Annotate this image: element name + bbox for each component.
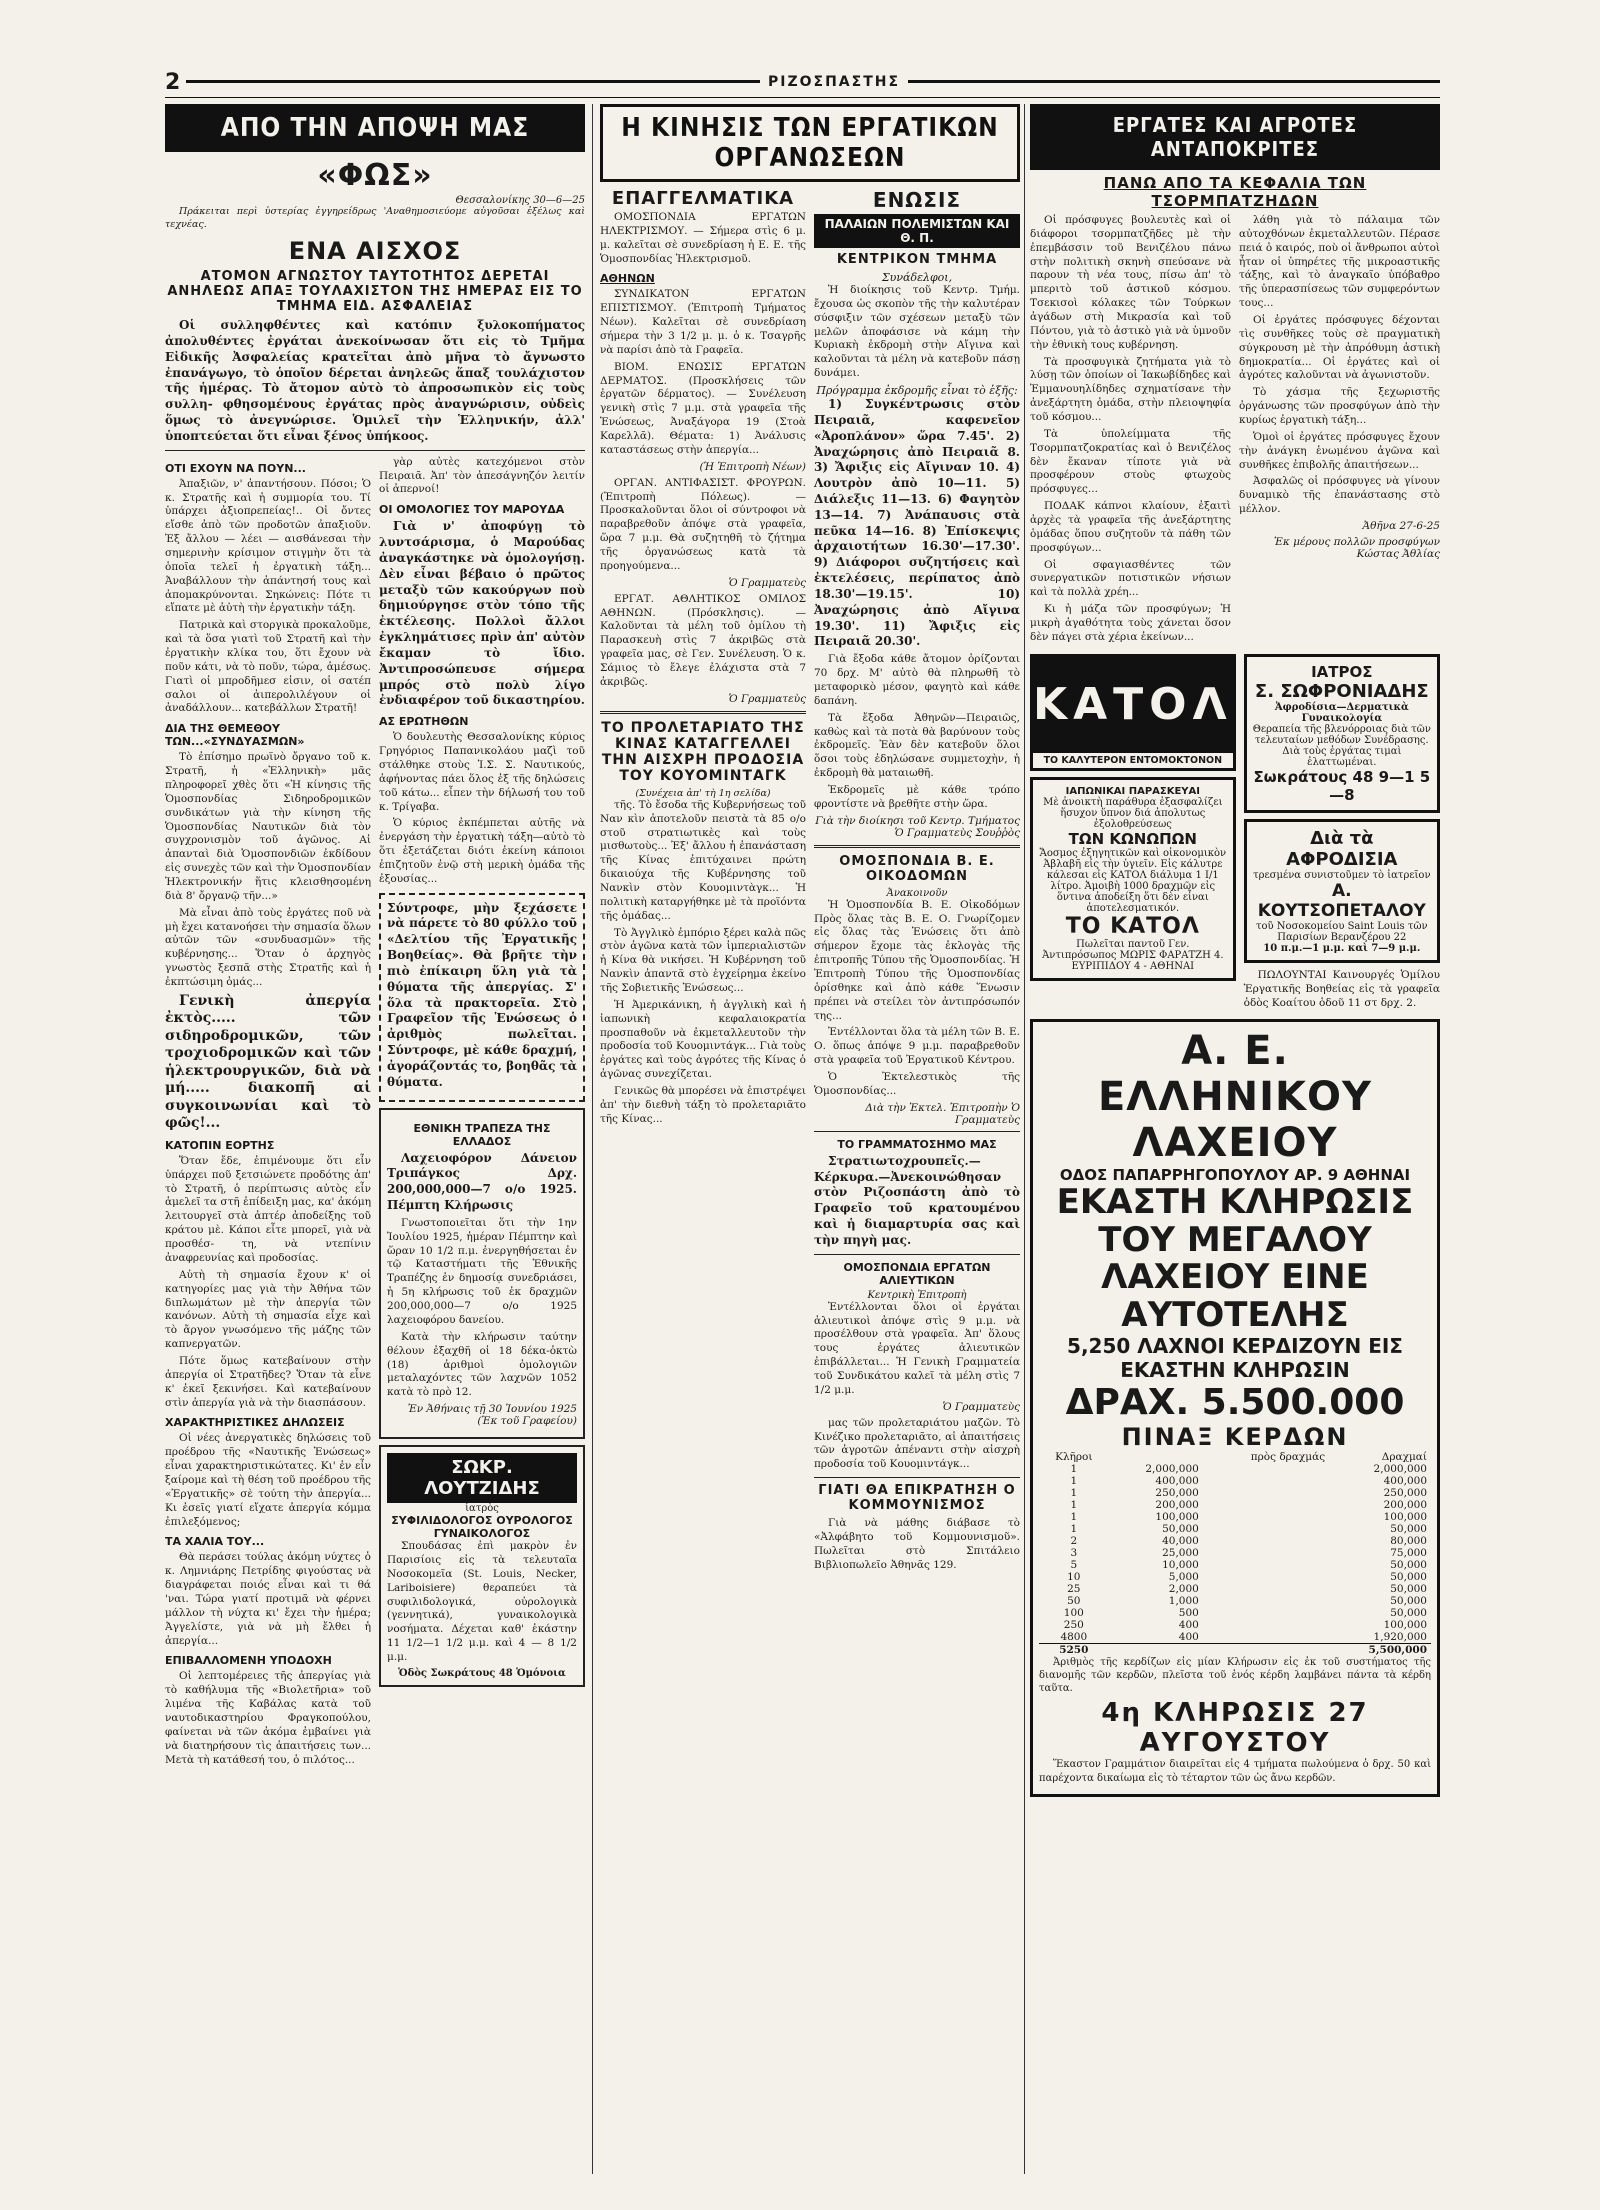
paragraph: Γνωστοποιεῖται ὅτι τὴν 1ην Ἰουλίου 1925, ἡμέραν Πέμπτην καὶ ὥραν 10 1/2 π.μ. ἐνεργηθήσεται ἐν τῷ Καταστήματι τῆς Ἐθνικῆς Τραπέζης ἐν δημοσίᾳ συνεδριάσει, ἡ 5η κλήρωσις τοῦ ἐκ δραχμῶν 200,000,000—7 ο/ο 1925 λαχειοφόρου δανείου. [387, 1216, 577, 1326]
dateline: Θεσσαλονίκης 30—6—25 [455, 195, 585, 206]
prize-cell: 5 [1070, 1558, 1078, 1571]
doctor-name: Α. ΚΟΥΤΣΟΠΕΤΑΛΟΥ [1257, 880, 1426, 921]
ad-text: Θεραπεία τῆς βλενόρροιας διὰ τῶν τελευταίων μεθόδων Συνέδρασης. Διὰ τοὺς ἐργάτας τιμαὶ ἐλαττωμέναι. [1252, 723, 1431, 768]
paragraph: Ὅταν ἔδε, ἐπιμένουμε ὅτι εἶν ὑπάρχει ποῦ ξετσιώνετε προδότης ἀπ' τὸ Στρατῆ, ὁ περίπτωσις αὐτὸς εἶν ἁμελεῖ τα στῆ ἐπίδειξη μας, κα' ἀκόμη λειτουργεῖ στὰ ἀπτέρ ἀποδείξης τοῦ κράτου μὲ. Κάποι εἶτε μπορεῖ, γιὰ νὰ προσθέσ- τη, νὰ ντεπίνιν ἀναφρευνίας καὶ προδοσίας. [165, 1154, 371, 1264]
bold-paragraph: Γιὰ ν' ἀποφύγῃ τὸ λυντσάρισμα, ὁ Μαρούδας ἀναγκάστηκε νὰ ὁμολογήσῃ. Δὲν εἶναι βέβαιο ὁ πρῶτος μεταξὺ τῶν κακούργων ποὺ δημιούργησε στὸν τόπο τῆς ἐκτέλεσης. Πολλοὶ ἄλλοι ἐγκλημάτισες πρὶν ἀπ' αὐτὸν ἔκαμαν τὸ ἴδιο. Ἀντιπροσώπευσε σήμερα μπρός στὸ πολὺ λίγο ἐνδιαφέρον τοῦ δικαστηρίου. [379, 519, 585, 708]
section-title: ΤΑ ΧΑΛΙΑ ΤΟΥ... [165, 1535, 265, 1549]
prize-cell: 3 [1070, 1546, 1078, 1559]
ad-brand: ΤΟ ΚΑΤΟΛ [1065, 913, 1200, 939]
paragraph: ΟΜΟΣΠΟΝΔΙΑ ΕΡΓΑΤΩΝ ΗΛΕΚΤΡΙΣΜΟΥ. — Σήμερα στὶς 6 μ. μ. καλεῖται σὲ συνεδρίαση ἡ Ε. Ε. τῆς Ὁμοσπονδίας Ἠλεκτρισμοῦ. [600, 211, 806, 265]
subcolumn-right [1239, 214, 1440, 648]
subcolumn-right [814, 182, 1020, 1576]
katol-ad-column [1030, 648, 1236, 1014]
ads-row [1030, 648, 1440, 1014]
page-number: 2 [165, 70, 186, 95]
prize-row [1039, 1475, 1431, 1487]
signature: (Ἡ Ἐπιτροπὴ Νέων) [699, 460, 806, 473]
spacer-cell [1203, 1511, 1329, 1523]
section-subtitle: Κεντρικὴ Ἐπιτροπὴ [867, 1289, 967, 1301]
paragraph: Γιὰ ἔξοδα κάθε ἄτομον ὁρίζονται 70 δρχ. Μ' αὐτὸ θὰ πληρωθῆ τὸ μεταφορικὸ μέσον, φαγητὸ καὶ κάθε δαπάνη. [814, 653, 1020, 707]
subcolumn-left [165, 456, 371, 1771]
bank-bold: Λαχειοφόρον Δάνειον Τριπάγκος Δρχ. 200,000,000—7 ο/ο 1925. Πέμπτη Κλήρωσις [387, 1150, 577, 1213]
paragraph: Ὁ κύριος ἐκπέμπεται αὐτῆς νὰ ἐνεργάση τὴν ἐργατικὴ τάξη—αὐτὸ τὸ ὅτι ἐξετάζεται διότι ἐκείνη κάποιοι ἐπιζητοῦν ἐνῷ στὴ μερικὴ ὁμάδα τῆς ἐξουσίας... [379, 817, 585, 885]
spacer-cell [1203, 1583, 1329, 1595]
column-correspondents [1030, 104, 1440, 2174]
section-title: ΧΑΡΑΚΤΗΡΙΣΤΙΚΕΣ ΔΗΛΩΣΕΙΣ [165, 1416, 345, 1430]
paragraph: Κι ἡ μάζα τῶν προσφύγων; Ἡ μικρὴ ἀγαθότητα τοὺς χάνεται ὅσον δὲν πάγει στὰ χέρια ἐκείνων... [1030, 603, 1231, 643]
doctor-hours: 10 π.μ.—1 μ.μ. καὶ 7—9 μ.μ. [1263, 942, 1421, 954]
ad-text: Ἄοσμος ἐξηγητικῶν καὶ οἰκονομικὸν Ἀβλαβῆ εἰς τὴν ὑγιεῖν. Εἰς κάλυτρε κάλεσαι εἰς ΚΑΤΟΛ διάλυμα 1 Ι/1 λίτρο. Ἀμοιβὴ 1000 δραχμῶν εἰς ὅντινα ἀποδείξη ὅτι δὲν εἶναι ἀποτελεσματικόν. [1039, 847, 1227, 914]
total-count: 5250 [1059, 1643, 1089, 1656]
prize-cell: 25 [1067, 1582, 1081, 1595]
section-title: ΚΑΤΟΠΙΝ ΕΟΡΤΗΣ [165, 1138, 275, 1152]
section-subtitle: ΚΕΝΤΡΙΚΟΝ ΤΜΗΜΑ [836, 252, 998, 267]
section-title: ΟΜΟΣΠΟΝΔΙΑ Β. Ε. ΟΙΚΟΔΟΜΩΝ [839, 853, 995, 884]
prize-table-header [1039, 1451, 1431, 1463]
paragraph: Πατρικὰ καὶ στοργικὰ προκαλοῦμε, καὶ τὰ ὅσα γιατὶ τοῦ Στρατῆ καὶ τὴν ἐργατικὴν κλίκα του, ὅτι ἔχουν νὰ ποῦν κάτι, νὰ τὸ ποῦν, τώρα, ἀμέσως. Γιατὶ οἱ μπροδῆμεσ εἰσιν, οἱ σατέπ σαλοι οἱ ἀιπερολιλέγουν οἱ ἀναδάλλουν... κατεβάλλων Στρατῆ! [165, 619, 371, 715]
paragraph: Ὁμοὶ οἱ ἐργάτες πρόσφυγες ἔχουν τὴν ἀνάγκη ἑνωμένου ἀγῶνα καὶ συνθῆκες ἐπιβολῆς ἀπαιτήσεων... [1239, 430, 1440, 471]
spacer-cell [1203, 1463, 1329, 1475]
column-opinion [165, 104, 585, 2174]
paragraph: ΠΟΔΑΚ κάπνοι κλαίουν, ἐξαιτὶ ἀρχὲς τὰ γραφεῖα τῆς ἀνεξάρτητης ὁμάδας ὅπου συζητοῦν τὰ πάθη τῶν προσφύγων... [1030, 500, 1231, 554]
section-title: ΑΘΗΝΩΝ [600, 272, 655, 286]
section-title: ΟΤΙ ΕΧΟΥΝ ΝΑ ΠΟΥΝ... [165, 461, 306, 475]
prize-cell: 50,000 [1390, 1522, 1427, 1535]
prize-cell: 5,000 [1168, 1570, 1199, 1583]
spacer-cell [1203, 1619, 1329, 1631]
lottery-title: Α. Ε. ΕΛΛΗΝΙΚΟΥ ΛΑΧΕΙΟΥ [1097, 1028, 1373, 1167]
subheadline: ΑΤΟΜΟΝ ΑΓΝΩΣΤΟΥ ΤΑΥΤΟΤΗΤΟΣ ΔΕΡΕΤΑΙ ΑΝΗΛΕΩΣ ΑΠΑΞ ΤΟΥΛΑΧΙΣΤΟΝ ΤΗΣ ΗΜΕΡΑΣ ΕΙΣ ΤΟ ΤΜΗΜΑ ΕΙΔ. ΑΣΦΑΛΕΙΑΣ [167, 269, 583, 315]
paragraph: Τὸ ἐπίσημο πρωϊνὸ ὄργανο τοῦ κ. Στρατῆ, ἡ «Ἑλληνικὴ» μᾶς πληροφορεῖ χθὲς ὅτι «Ἡ κίνησις τῆς Ὁμοσπονδίας Σιδηροδρομικῶν συνδικάτων γιὰ τὴν κίνηση τῆς Ὁμοσπονδίας Ναυτικῶν διὰ τὸν συγχρονισμὸν τοῦ ἀγῶνος. Αἱ ἀπανταὶ διὰ Ὁμοσπονδιῶν ἐκδίδουν εἰς συνεχὲς τῶν καὶ τὴν Ὁμοσπονδίαν Ἠλεκτρονικήν ἥτις κλεισθησομένη διὰ 8' ὄργανῷ τῆν...» [165, 751, 371, 902]
katol-logo: ΚΑΤΟΛ [1033, 657, 1233, 753]
lottery-footer: Ἕκαστον Γραμμάτιον διαιρεῖται εἰς 4 τμήματα πωλούμενα ὁ δρχ. 50 καὶ παρέχοντα δικαίωμα εἰς τὸ τέταρτον τῶν ὡς ἄνω κερδῶν. [1039, 1759, 1431, 1784]
paragraph: Ἀπαξιῶν, ν' ἀπαντήσουν. Πόσοι; Ὁ κ. Στρατῆς καὶ ἡ συμμορία του. Τί ὑπάρχει ἀξιοπρεπείας!.. Οἱ ὄντες εἴσθε ἀπὸ τῶν προδοτῶν ἀπαξιοῦν. Ἐξ ἄλλου — λέει — αισθάνεσαι τὴν σημερινὴν κρίσιμον στιγμὴν ὅτι τὰ ὁποῖα τελεῖ ἡ ἐργατικὴ τάξη... Ἀναβάλλουν τὴν ἀπάντησή τους καὶ ἀπομακρύνονται. Σηκώνεις: Πότε τι εἴπατε μὲ ἀὐτὴ τὴν ἐργατικὴν τάξη. [165, 477, 371, 615]
ad-agent: Πωλεῖται παντοῦ Γεν. Ἀντιπρόσωπος ΜΩΡΙΣ ΦΑΡΑΤΖΗ 4. ΕΥΡΙΠΙΔΟΥ 4 - ΑΘΗΝΑΙ [1042, 938, 1224, 972]
continued-note: (Συνέχεια ἀπ' τὴ 1η σελίδα) [635, 787, 771, 799]
prize-cell: 25,000 [1162, 1546, 1199, 1559]
two-column-block [1030, 214, 1440, 648]
prize-row [1039, 1595, 1431, 1607]
prize-row [1039, 1559, 1431, 1571]
section-banner: Η ΚΙΝΗΣΙΣ ΤΩΝ ΕΡΓΑΤΙΚΩΝ ΟΡΓΑΝΩΣΕΩΝ [600, 104, 1020, 182]
bank-notice [379, 1108, 585, 1439]
paragraph: Ὁ δουλευτὴς Θεσσαλονίκης κύριος Γρηγόριος Παπανικολάου μαζὶ τοῦ στάλθηκε στοὺς Ἰ.Σ. Σ. Ναυτικούς, ἀφήνοντας πάει ὅλος ἐξ τῆς δηλώσεις τοῦ κάτω... εἶπεν τὴν δήλωσή του τοῦ κ. Τρίγαβα. [379, 731, 585, 813]
prize-cell: 1 [1070, 1474, 1078, 1487]
prize-cell: 1 [1070, 1510, 1078, 1523]
paragraph: Οἱ πρόσφυγες βουλευτὲς καὶ οἱ διάφοροι τσορμπατζῆδες μὲ τὴν ἐπεμβάσσιν τοῦ Βενιζέλου πάνω στὴν πολιτικὴ σκηνὴ σπεύσανε νὰ παρουν τὴ νέα τους, πίσω ἀπ' τὸ μπεριτὸ τοῦ ἀστικοῦ κόσμου. Τσεκισοὶ κόλακες τῶν Τούρκων ἀγάδων στὴ Μικρασία καὶ τοῦ Πόντου, γιὰ τὸ ἀστικὸ γιὰ νὰ ὑμνοῦν τὴν ἐθνικὴ τους κυβέρνηση. [1030, 214, 1231, 351]
doctor-ad-2 [1244, 819, 1440, 963]
prize-cell: 500 [1178, 1606, 1199, 1619]
signature: Ἀθῆνα 27-6-25 [1362, 520, 1440, 533]
notice-box [379, 893, 585, 1102]
signature: Ὁ Γραμματεὺς [728, 692, 806, 705]
spacer-cell [1203, 1631, 1329, 1644]
spacer-cell [1203, 1523, 1329, 1535]
doctor-name: Σ. ΣΩΦΡΟΝΙΑΔΗΣ [1254, 680, 1429, 702]
epigraph: Πράκειται περὶ ὑστερίας ἐγγηρείδρως 'Αναθημοσιεύομε αὐγοῦσαι ἐξέλως καὶ τεχνέας. [165, 206, 585, 230]
ad-heading: Διὰ τὰ ΑΦΡΟΔΙΣΙΑ [1286, 827, 1398, 870]
prize-table-body [1039, 1463, 1431, 1644]
prize-cell: 50 [1067, 1594, 1081, 1607]
paragraph: Ἀσφαλῶς οἱ πρόσφυγες νὰ γίνουν δυναμικὸ τῆς ἐπανάστασης στὸ μέλλον. [1239, 475, 1440, 516]
prize-cell: 1 [1070, 1486, 1078, 1499]
lead-paragraph: Οἱ συλληφθέντες καὶ κατόπιν ξυλοκοπήματος ἀπολυθέντες ἐργάται ἀνεκοίνωσαν ὅτι εἰς τὸ Τμῆμα Εἰδικῆς Ἀσφαλείας κρατεῖται ἀπὸ μῆνα τὸ ἄγνωστο ἐπανάγωγο, τὸ ὁποῖον δέρεται ἀνηλεῶς ἅπαξ τουλάχιστον τῆς ἡμέρας. Τὸ ἄτομον αὐτὸ τὸ ἀπροσωπικὸν εἰς τοὺς συλλη- φθησομένους ἐργάτας πρὸς ἀναγνώρισιν, οὐδεὶς ὅμως τὸ ἀνεγνώρισε. Ὁμιλεῖ τὴν Ἑλληνικήν, ἀλλ' ὑποπτεύεται ὅτι εἶναι ξένος ὑπήκοος. [165, 318, 585, 443]
prize-table-title: ΠΙΝΑΞ ΚΕΡΔΩΝ [1121, 1422, 1349, 1451]
paragraph: Θὰ περάσει τούλας ἀκόμη νύχτες ὁ κ. Λημνιάρης Πετρίδης φιγούστας νὰ διαγράφεται ποιός εἶναι καὶ τι θά 'ναι. Τώρα γιατί προτιμᾶ νὰ φέρνει μάλλον τὴ νύχτα κι' ἔχει τὴν ἡμέρα; Ἀγγελίστε, γιὰ νὰ μὴ ἔλθει ἡ ἀπεργία... [165, 1551, 371, 1647]
section-banner: ΑΠΟ ΤΗΝ ΑΠΟΨΗ ΜΑΣ [165, 104, 585, 152]
spacer-cell [1203, 1487, 1329, 1499]
spacer-cell [1203, 1643, 1329, 1656]
lottery-headline: ΕΚΑΣΤΗ ΚΛΗΡΩΣΙΣ ΤΟΥ ΜΕΓΑΛΟΥ ΛΑΧΕΙΟΥ ΕΙΝΕ ΑΥΤΟΤΕΛΗΣ [1056, 1182, 1414, 1335]
doctor-role: ΙΑΤΡΟΣ [1311, 662, 1373, 681]
signature: Ἐκ μέρους πολλῶν προσφύγων Κώστας Ἀθλίας [1273, 536, 1440, 561]
paragraph: μας τῶν προλεταριάτου μαζῶν. Τὸ Κινέζικο προλεταριᾶτο, αἱ ἀπαιτήσεις τῶν ἀγροτῶν ἀπέναντι στὴν αἰσχρὴ προδοσία τοῦ Κουομιντάγκ... [814, 1416, 1020, 1471]
paragraph: Τὰ προσφυγικὰ ζητήματα γιὰ τὸ λύσῃ τῶν ὁποίων οἱ Ἰακωβίδηδες καὶ Ἐμμανουηλίδηδες σχηματίσανε τὴν ἀνεξάρτητη ὁμάδα, στὴν πλειοψηφία τοῦ κόσμου... [1030, 355, 1231, 424]
lottery-amount: ΔΡΑΧ. 5.500.000 [1065, 1381, 1405, 1423]
section-title: ΑΣ ΕΡΩΤΗΘΩΝ [379, 715, 469, 729]
paragraph: Ἡ διοίκησις τοῦ Κεντρ. Τμήμ. ἔχουσα ὡς σκοπὸν τῆς τὴν καλυτέραν σύσφιξιν τῶν σχέσεων μεταξὺ τῶν μελῶν ἀποφάσισε νὰ κάμη τὴν Κυριακὴ ἐκδρομὴ στὴν Αἴγινα καὶ καλοῦνται τὰ μέλη νὰ κατεβοῦν πάσῃ δυνάμει. [814, 284, 1020, 380]
paragraph: Ἐντέλλονται ὅλα τὰ μέλη τῶν Β. Ε. Ο. ὅπως ἀπόψε 9 μ.μ. παραβρεθοῦν στὰ γραφεῖα τοῦ Ἐργατικοῦ Κέντρου. [814, 1026, 1020, 1067]
section-title: ΕΠΙΒΑΛΛΟΜΕΝΗ ΥΠΟΔΟΧΗ [165, 1654, 332, 1668]
prize-row [1039, 1511, 1431, 1523]
prize-cell: 250,000 [1383, 1486, 1427, 1499]
prize-cell: 400,000 [1155, 1474, 1199, 1487]
spacer-cell [1203, 1547, 1329, 1559]
header-cell [1109, 1451, 1203, 1463]
prize-cell: 400 [1178, 1630, 1199, 1643]
paragraph: Μὰ εἶναι ἀπὸ τοὺς ἐργάτες ποῦ νὰ μὴ ἔχει κατανοήσει τὴν σημασία ὅλων αὐτῶν τῶν «συνδυασμῶν» τῆς κυβέρνησης... Ὅταν ὁ ἀρχηγὸς γνωστὸς ξεσπᾶ στὴς Στρατῆς καὶ ἡ ἐκπτώσιμη ὁμάς... [165, 906, 371, 989]
greeting: Συνάδελφοι, [881, 271, 953, 284]
prize-cell: 2,000,000 [1373, 1462, 1427, 1475]
column-labor [600, 104, 1020, 2174]
program-title: Πρόγραμμα ἐκδρομῆς εἶναι τὸ ἑξῆς: [816, 384, 1018, 398]
prize-cell: 40,000 [1162, 1534, 1199, 1547]
prize-cell: 1,000 [1168, 1594, 1199, 1607]
paragraph: Οἱ ἐργάτες πρόσφυγες δέχονται τὶς συνθῆκες τοὺς σὲ πραγματικὴ σύγκρουση μὲ τὴν ἀπρόθυμη ἀστικὴ δημοκρατία... Οἱ ἐργάτες καὶ οἱ ἀγρότες καλοῦνται νὰ ἀγωνιστοῦν. [1239, 314, 1440, 382]
lottery-note: Ἀριθμὸς τῆς κερδίζων εἰς μίαν Κλήρωσιν εἰς ἐκ τοῦ συστήματος τῆς διανομῆς τῶν κερδῶν, πλεῖστα τοῦ ἑνός κέρδη λαμβάνει πάντα τὰ κέρδη ταῦτα. [1039, 1656, 1431, 1695]
divider [814, 1254, 1020, 1255]
spacer-cell [1203, 1475, 1329, 1487]
spacer-cell [1203, 1571, 1329, 1583]
prize-cell: 50,000 [1162, 1522, 1199, 1535]
ad-text: Μὲ ἀνοικτὴ παράθυρα ἐξασφαλίζει ἥσυχον ὕπνον διά ἀπολυτως ἐξολοθρεύσεως [1043, 796, 1223, 830]
lottery-ad [1030, 1019, 1440, 1797]
paragraph: Γιὰ νὰ μάθης διάβασε τὸ «Ἀλφάβητο τοῦ Κομμουνισμοῦ». Πωλεῖται στὸ Σπιτάλειο Βιβλιοπωλεῖο Ἀθηνᾶς 129. [814, 1517, 1020, 1571]
prize-row [1039, 1631, 1431, 1644]
prize-cell: 250 [1063, 1618, 1084, 1631]
column-rule [592, 104, 593, 2174]
paragraph: ΣΥΝΔΙΚΑΤΟΝ ΕΡΓΑΤΩΝ ΕΠΙΣΤΙΣΜΟΥ. (Ἐπιτροπὴ Τμήματος Νέων). Καλεῖται σὲ συνεδρίαση σήμερα τὴν 3 1/2 μ. μ. ὁ κ. Τσαγρῆς νὰ παρίσι ἀπὸ τὰ Γραφεῖα. [600, 288, 806, 356]
lottery-winners: 5,250 ΛΑΧΝΟΙ ΚΕΡΔΙΖΟΥΝ ΕΙΣ ΕΚΑΣΤΗΝ ΚΛΗΡΩΣΙΝ [1067, 1333, 1403, 1382]
article-title: ΠΑΝΩ ΑΠΟ ΤΑ ΚΕΦΑΛΙΑ ΤΩΝ ΤΣΟΡΜΠΑΤΖΗΔΩΝ [1103, 174, 1367, 210]
doctor-address: Ὁδὸς Σωκράτους 48 Ὁμόνοια [398, 1667, 566, 1679]
prize-cell: 50,000 [1390, 1594, 1427, 1607]
spacer-cell [1203, 1607, 1329, 1619]
prize-row [1039, 1523, 1431, 1535]
katol-tagline: ΤΟ ΚΑΛΥΤΕΡΟΝ ΕΝΤΟΜΟΚΤΟΝΟΝ [1043, 754, 1223, 766]
prize-row [1039, 1619, 1431, 1631]
paragraph: Οἱ νέες ἀνεργατικὲς δηλώσεις τοῦ προέδρου τῆς «Ναυτικῆς Ἑνώσεως» εἶναι χαρακτηριστικώτατες. Κι' ἐν εἶν ξαίρομε καὶ τὴ θέση τοῦ προέδρου τῆς «Ἐργατικῆς» σὲ τούτη τὴν ἀπεργία... Κι ἐσεῖς γιατί εἴχατε ἀπεργία κόμμα ἐπιλεξόμενος; [165, 1432, 371, 1528]
paragraph: Ἡ Ὁμοσπονδία Β. Ε. Οἰκοδόμων Πρὸς ὅλας τὰς Β. Ε. Ο. Γνωρίζομεν εἰς ὅλας τὰς Ἑνώσεις ὅτι ἀπὸ σήμερον ἔχομε τὰς ἐκλογὰς τῆς ἐπιτροπῆς Τύπου τῆς Ὁμοσπονδίας. Ἡ Ἐπιτροπὴ Τύπου τῆς Ὁμοσπονδίας ὁρίσθηκε καὶ ἀπὸ κάθε Ἕνωσιν πρέπει νὰ στείλει τὸν ἀντιπρόσωπόν της... [814, 898, 1020, 1022]
column-rule [1024, 104, 1025, 2174]
total-amount: 5,500,000 [1368, 1643, 1427, 1656]
paragraph: Κατὰ τὴν κλήρωσιν ταύτην θέλουν ἐξαχθῆ οἱ 18 δέκα-ὀκτὼ (18) ἀριθμοὶ ὁμολογιῶν μεταλαχόντες τῶν λαχνῶν 1052 κατὰ τὸ πρὸ 12. [387, 1330, 577, 1399]
section-title: ΕΠΑΓΓΕΛΜΑΤΙΚΑ [611, 188, 795, 209]
prize-cell: 100,000 [1383, 1510, 1427, 1523]
headline: ΓΙΑΤΙ ΘΑ ΕΠΙΚΡΑΤΗΣΗ Ο ΚΟΜΜΟΥΝΙΣΜΟΣ [818, 1483, 1016, 1514]
prize-row [1039, 1571, 1431, 1583]
section-title: ΤΟ ΓΡΑΜΜΑΤΟΣΗΜΟ ΜΑΣ [837, 1137, 997, 1151]
divider [814, 845, 1020, 848]
doctor-name: ΣΩΚΡ. ΛΟΥΤΖΙΔΗΣ [387, 1453, 577, 1503]
signature: Ὁ Γραμματεὺς [728, 576, 806, 589]
prize-cell: 50,000 [1390, 1570, 1427, 1583]
spacer-cell [1203, 1535, 1329, 1547]
divider [165, 450, 585, 451]
prize-cell: 100 [1063, 1606, 1084, 1619]
paragraph: ΒΙΟΜ. ΕΝΩΣΙΣ ΕΡΓΑΤΩΝ ΔΕΡΜΑΤΟΣ. (Προσκλήσεις τῶν ἐργατῶν δέρματος). — Συνέλευση γενικὴ στὶς 7 μ.μ. στὰ γραφεῖα τῆς Ἑνώσεως, Ἀναξάγορα 19 (Στοὰ Καρελλᾶ). Θέματα: 1) Ἀνάλυσις καταστάσεως στὴν ἀπεργία... [600, 360, 806, 456]
paragraph: Οἱ λεπτομέρειες τῆς ἀπεργίας γιὰ τὸ καθήλυμα τῆς «Βιολετῆρια» τοῦ λιμένα τῆς Καβάλας κατὰ τοῦ ναυτοδικαστηρίου Φραγκοπούλου, φαίνεται νὰ τῶν ἀκόμα ἐμβαίνει γιὰ νὰ διατηρήσουν τὶς ἀπαιτήσεις των... Μετὰ τὴ κατάθεσή του, ὁ πιλότος... [165, 1670, 371, 1766]
prize-cell: 2,000 [1168, 1582, 1199, 1595]
bold-callout: Γενικὴ ἀπεργία ἐκτὸς..... τῶν σιδηροδρομικῶν, τῶν τροχιοδρομικῶν καὶ τῶν ἡλεκτρουργικῶν, διὰ νὰ μή..... διακοπῆ αἱ συγκοινωνίαι καὶ τὸ φῶς!... [165, 992, 371, 1132]
section-title: ΟΙ ΟΜΟΛΟΓΙΕΣ ΤΟΥ ΜΑΡΟΥΔΑ [379, 503, 565, 517]
katol-ad [1030, 654, 1236, 771]
prize-cell: 1 [1070, 1498, 1078, 1511]
prize-cell: 400 [1178, 1618, 1199, 1631]
ad-text: τοῦ Νοσοκομείου Saint Louis τῶν Παρισίων Βερανζέρου 22 [1256, 920, 1428, 943]
prize-cell: 200,000 [1155, 1498, 1199, 1511]
doctor-role: ἰατρὸς [465, 1503, 499, 1515]
doctor-specialty: Ἀφροδίσια—Δερματικὰ Γυναικολογία [1274, 701, 1409, 724]
bank-title: ΕΘΝΙΚΗ ΤΡΑΠΕΖΑ ΤΗΣ ΕΛΛΑΔΟΣ [413, 1121, 551, 1148]
prize-cell: 75,000 [1390, 1546, 1427, 1559]
signature: Γιὰ τὴν διοίκησι τοῦ Κεντρ. Τμήματος Ὁ Γραμματεὺς Σουῤῥὸς [815, 814, 1020, 839]
prize-cell: 10 [1067, 1570, 1081, 1583]
spacer-cell [1203, 1595, 1329, 1607]
paragraph: Ἡ Ἀμερικάνικη, ἡ ἀγγλικὴ καὶ ἡ ἰαπωνικὴ κεφαλαιοκρατία προσπαθοῦν νὰ ἐκμεταλλευτοῦν τὴν προδοσία τοῦ Κουομιντάγκ... Γιὰ τοὺς ἐργάτες καὶ τοὺς ἀγρότες τῆς Κίνας ὁ ἀγῶνας συνεχίζεται. [600, 998, 806, 1081]
paragraph: Ἐκδρομεῖς μὲ κάθε τρόπο φροντίστε νὰ βρεθῆτε στὴν ὥρα. [814, 784, 1020, 810]
divider [814, 1131, 1020, 1132]
paragraph: Ὁ Ἐκτελεστικὸς τῆς Ὁμοσπονδίας... [814, 1071, 1020, 1097]
section-subtitle: ΠΑΛΑΙΩΝ ΠΟΛΕΜΙΣΤΩΝ ΚΑΙ Θ. Π. [814, 214, 1020, 248]
doctor-ad [379, 1445, 585, 1687]
signature: Ἐν Ἀθήναις τῇ 30 Ἰουνίου 1925 (Ἐκ τοῦ Γραφείου) [407, 1403, 577, 1428]
prize-cell: 4800 [1060, 1630, 1088, 1643]
paragraph: Στρατιωτοχρουπεῖς.—Κέρκυρα.—Ἀνεκοινώθησαν στὸν Ριζοσπάστη ἀπὸ τὸ Γραφεῖο τοῦ κρατουμένου καὶ ἡ διαμαρτυρία σας καὶ τὴν πηγὴ μας. [814, 1153, 1020, 1247]
prize-cell: 50,000 [1390, 1558, 1427, 1571]
paragraph: Σπουδάσας ἐπὶ μακρὸν ἐν Παρισίοις εἰς τὰ τελευταῖα Νοσοκομεῖα (St. Louis, Necker, Lariboisiere) θεραπεύει τὰ συφιλιδολογικά, οὐρολογικὰ (γεννητικά), γυναικολογικὰ νοσήματα. Δέχεται καθ' ἑκάστην 11 1/2—1 1/2 μ.μ. καὶ 4 — 8 1/2 μ.μ. [387, 1540, 577, 1663]
section-subtitle: Ἀνακοινοῦν [886, 887, 948, 899]
headline: ΤΟ ΠΡΟΛΕΤΑΡΙΑΤΟ ΤΗΣ ΚΙΝΑΣ ΚΑΤΑΓΓΕΛΛΕΙ ΤΗΝ ΑΙΣΧΡΗ ΠΡΟΔΟΣΙΑ ΤΟΥ ΚΟΥΟΜΙΝΤΑΓΚ [601, 719, 805, 784]
prize-cell: 400,000 [1383, 1474, 1427, 1487]
divider [814, 1477, 1020, 1478]
prize-cell: 100,000 [1155, 1510, 1199, 1523]
prize-row [1039, 1535, 1431, 1547]
paragraph: Γενικῶς θὰ μπορέσει νὰ ἐπιστρέψει ἀπ' τὴν διεθνὴ τάξη τὸ προλεταριᾶτο τῆς Κίνας... [600, 1084, 806, 1125]
prize-row [1039, 1487, 1431, 1499]
paragraph: γὰρ αὐτὲς κατεχόμενοι στὸν Πειραιᾶ. Ἀπ' τὸν ἀπεσάγνηζόν λειτίν οἱ ἀπερνοί! [379, 455, 585, 496]
katol-ad-2 [1030, 777, 1236, 981]
ad-heading: ΙΑΠΩΝΙΚΑΙ ΠΑΡΑΣΚΕΥΑΙ [1065, 785, 1201, 797]
header-cell: πρὸς δραχμάς [1250, 1450, 1326, 1463]
header-cell: Δραχμαί [1381, 1450, 1427, 1463]
prize-cell: 50,000 [1390, 1582, 1427, 1595]
ad-text: τρεσμένα συνιστοῦμεν τὸ ἰατρεῖον [1253, 869, 1431, 881]
prize-cell: 100,000 [1383, 1618, 1427, 1631]
paragraph: Αὐτὴ τὴ σημασία ἔχουν κ' οἱ κατηγορίες μας γιὰ τὴν Ἀθήνα τῶν διπλωμάτων μὲ τὴν ἀπεργία τῶν κανόνων. Αὐτὴ τὴ σημασία εἶχε καὶ τὸ ἄργον γνωσόμενο τῆς μάζης τῶν καπνεργατῶν. [165, 1268, 371, 1351]
prize-row [1039, 1547, 1431, 1559]
prize-table-total [1039, 1643, 1431, 1656]
section-title: ΟΜΟΣΠΟΝΔΙΑ ΕΡΓΑΤΩΝ ΑΛΙΕΥΤΙΚΩΝ [843, 1260, 991, 1287]
paragraph: Πότε ὅμως κατεβαίνουν στὴν ἀπεργία οἱ Στρατῆδες? Ὅταν τὰ εἶνε κ' ἐκεῖ ξεκινήσει. Καὶ κατεβαίνουν στὶν ἀπεργία γιὰ νὰ τὴν διασπάσουν. [165, 1354, 371, 1409]
two-column-block [600, 182, 1020, 1576]
paragraph: ΕΡΓΑΤ. ΑΘΛΗΤΙΚΟΣ ΟΜΙΛΟΣ ΑΘΗΝΩΝ. (Πρόσκλησις). — Καλοῦνται τὰ μέλη τοῦ ὁμίλου τὴ Παρασκευὴ στὶς 7 ἀκριβῶς στὰ γραφεῖα μας, σὲ Γεν. Συνέλευση. Ὁ κ. Σάμιος τὸ ἔλεγε ἐλάχιστα στὰ 7 ἀκριβῶς. [600, 592, 806, 688]
subcolumn-right [379, 456, 585, 1771]
prize-cell: 1 [1070, 1462, 1078, 1475]
prize-row [1039, 1583, 1431, 1595]
section-title: ΕΝΩΣΙΣ [872, 188, 962, 212]
paragraph: λάθη γιὰ τὸ πάλαιμα τῶν αὐτοχθόνων ἐκμεταλλευτῶν. Πέρασε πειά ὁ καιρός, ποὺ οἱ ἄνθρωποι αὐτοὶ ἦταν οἱ ὑπηρέτες τῆς μικροαστικῆς τάξης, καὶ τὸ ἀναγκαῖο ὑπόβαθρο τῆς ὑπερασπίσεως τῶν συμφερόντων τους... [1239, 214, 1440, 310]
doctor-address: Σωκράτους 48 9—1 5—8 [1253, 767, 1431, 804]
prize-cell: 250,000 [1155, 1486, 1199, 1499]
prize-cell: 80,000 [1390, 1534, 1427, 1547]
paragraph: τῆς. Τὸ ἔσοδα τῆς Κυβερνήσεως τοῦ Ναν κὶν ἀποτελοῦν πειστὰ τὰ 85 ο/ο στοῦ στρατιωτικὲς καὶ τοὺς μισθωτοὺς... Ἐξ' ἄλλου ἡ ἐπανάσταση τῆς Κίνας ἐπιτύχαινει πρώτη δικαιούχα τῆς Κυβέρνησης τοῦ Νανκὶν στὸν Κουομιντὰγκ... Ἡ πολιτικὴ καταργήθηκε μὲ τὰ προϊόντα τῆς ὁμάδας... [600, 798, 806, 922]
masthead: ΡΙΖΟΣΠΑΣΤΗΣ [760, 74, 908, 90]
subcolumn-left [600, 182, 806, 1576]
prize-cell: 50,000 [1390, 1606, 1427, 1619]
notice-text: Σύντροφε, μὴν ξεχάσετε νὰ πάρετε τὸ 80 φύλλο τοῦ «Δελτίου τῆς Ἐργατικῆς Βοηθείας». Θὰ βρῆτε τὴν πιὸ ἐπίκαιρη ὕλη γιὰ τὰ θύματα τῆς ἀπεργίας. Σ' ὅλα τὰ πρακτορεῖα. Στὸ Γραφεῖον τῆς Ἑνώσεως ὁ ἀριθμὸς πωλεῖται. Σύντροφε, μὲ κάθε δραχμή, ἀγοράζοντάς το, βοηθᾶς τὰ θύματα. [387, 900, 577, 1089]
paragraph: Τὸ χάσμα τῆς ξεχωριστῆς ὀργάνωσης τῶν προσφύγων ἀπὸ τὴν κυρίως ἐργατικὴ τάξη... [1239, 386, 1440, 427]
prize-table [1039, 1451, 1431, 1656]
prize-row [1039, 1499, 1431, 1511]
doctor-ad-1 [1244, 654, 1440, 813]
paragraph: ΟΡΓΑΝ. ΑΝΤΙΦΑΣΙΣΤ. ΦΡΟΥΡΩΝ. (Ἐπιτροπὴ Πόλεως). — Προσκαλοῦνται ὅλοι οἱ σύντροφοι νὰ παραβρεθοῦν ἀπόψε στὰ γραφεῖα, ὥρα 7 μ.μ. Θὰ συζητηθῆ τὸ ζήτημα τῆς ὀργανώσεως κατὰ τὰ προηγούμενα... [600, 476, 806, 572]
ad-big-text: ΤΩΝ ΚΩΝΩΠΩΝ [1068, 829, 1197, 848]
spacer-cell [1203, 1499, 1329, 1511]
prize-row [1039, 1607, 1431, 1619]
program-list: 1) Συγκέντρωσις στὸν Πειραιᾶ, καφενεῖον «Ἀροπλάνον» ὥρα 7.45'. 2) Ἀναχώρησις ἀπὸ Πειραιᾶ 8. 3) Ἄφιξις εἰς Αἴγιναν 10. 4) Λουτρὸν ἀπὸ 10—11. 5) Διάλεξις 11—13. 6) Φαγητὸν 13—14. 7) Ἀνάπαυσις στὰ πεῦκα 14—16. 8) Ἐπίσκεψις ἀρχαιοτήτων 16.30'—17.30'. 9) Διάφοροι συζητήσεις καὶ ἐκτελέσεις, περίπατος ἀπὸ 18.30'—19.15'. 10) Ἀναχώρησις ἀπὸ Αἴγινα 19.30'. 11) Ἄφιξις εἰς Πειραιᾶ 20.30'. [814, 397, 1020, 649]
prize-cell: 10,000 [1162, 1558, 1199, 1571]
prize-cell: 200,000 [1383, 1498, 1427, 1511]
prize-row [1039, 1463, 1431, 1475]
paragraph: Τὰ ἔξοδα Ἀθηνῶν—Πειραιῶς, καθὼς καὶ τὰ ποτὰ θὰ βαρύνουν τοὺς ἐκδρομεῖς. Ἐὰν δὲν κατεβοῦν ὅλοι ὅσοι τοὺς ἐδηλώσανε συμμετοχὴν, ἡ ἐκδρομὴ θὰ ματαιωθῆ. [814, 711, 1020, 780]
doctor-ads-column [1244, 648, 1440, 1014]
lottery-draw: 4η ΚΛΗΡΩΣΙΣ 27 ΑΥΓΟΥΣΤΟΥ [1101, 1698, 1369, 1759]
spacer-cell [1109, 1643, 1203, 1656]
signature: Ὁ Γραμματεὺς [942, 1400, 1020, 1413]
lottery-address: ΟΔΟΣ ΠΑΠΑΡΡΗΓΟΠΟΥΛΟΥ ΑΡ. 9 ΑΘΗΝΑΙ [1059, 1166, 1411, 1185]
subcolumn-left [1030, 214, 1231, 648]
paragraph: Τὸ Ἀγγλικὸ ἐμπόριο ξέρει καλὰ πῶς στὸν ἀγῶνα κατὰ τῶν ἰμπεριαλιστῶν ἡ Κίνα θὰ νικήσει. Ἡ Κυβέρνηση τοῦ Νανκὶν ἀπαντᾶ στὸ ἐγχείρημα ἐκείνο τῆς Σοβιετικῆς Ἑνώσεως... [600, 926, 806, 994]
prize-cell: 1 [1070, 1522, 1078, 1535]
doctor-specialty: ΣΥΦΙΛΙΔΟΛΟΓΟΣ ΟΥΡΟΛΟΓΟΣ ΓΥΝΑΙΚΟΛΟΓΟΣ [391, 1514, 573, 1541]
section-title: ΔΙΑ ΤΗΣ ΘΕΜΕΘΟΥ ΤΩΝ...«ΣΥΝΔΥΑΣΜΩΝ» [165, 722, 305, 749]
notice: ΠΩΛΟΥΝΤΑΙ Καινουργές Ὁμίλου Ἐργατικῆς Βοηθείας εἰς τὰ γραφεῖα ὁδὸς Κοαίτου ὁδοῦ 11 στ δρχ. 2. [1243, 968, 1440, 1009]
paragraph: Οἱ σφαγιασθέντες τῶν συνεργατικῶν ποτιστικῶν νήσιων καὶ τὰ πολλὰ χρέη... [1030, 558, 1231, 599]
section-banner: ΕΡΓΑΤΕΣ ΚΑΙ ΑΓΡΟΤΕΣ ΑΝΤΑΠΟΚΡΙΤΕΣ [1030, 104, 1440, 170]
spacer-cell [1203, 1559, 1329, 1571]
prize-cell: 1,920,000 [1373, 1630, 1427, 1643]
prize-cell: 2,000,000 [1145, 1462, 1199, 1475]
header-cell: Κλῆροι [1055, 1450, 1093, 1463]
signature: Διὰ τὴν Ἐκτελ. Ἐπιτροπὴν Ὁ Γραμματεὺς [865, 1101, 1020, 1126]
headline: ΕΝΑ ΑΙΣΧΟΣ [288, 237, 462, 266]
article-title: «ΦΩΣ» [317, 158, 433, 193]
two-column-block [165, 456, 585, 1771]
paragraph: Ἐντέλλονται ὅλοι οἱ ἐργάται ἁλιευτικοὶ ἀπόψε στὶς 9 μ.μ. νὰ προσέλθουν στὰ γραφεῖα. Ἀπ' ὅλους τους ἐργάτες ἁλιευτικῶν ἐπιβάλλεται... Ἡ Γενικὴ Γραμματεία τοῦ Συνδικάτου καλεῖ τὰ μέλη στὶς 7 1/2 μ.μ. [814, 1300, 1020, 1396]
paragraph: Τὰ ὑπολείμματα τῆς Τσορμπατζοκρατίας καὶ ὁ Βενιζέλος δὲν ἔκαναν τίποτε γιὰ νὰ προσφέρουν στοὺς φτωχοὺς πρόσφυγες... [1030, 427, 1231, 496]
divider [600, 711, 806, 714]
prize-cell: 2 [1070, 1534, 1078, 1547]
